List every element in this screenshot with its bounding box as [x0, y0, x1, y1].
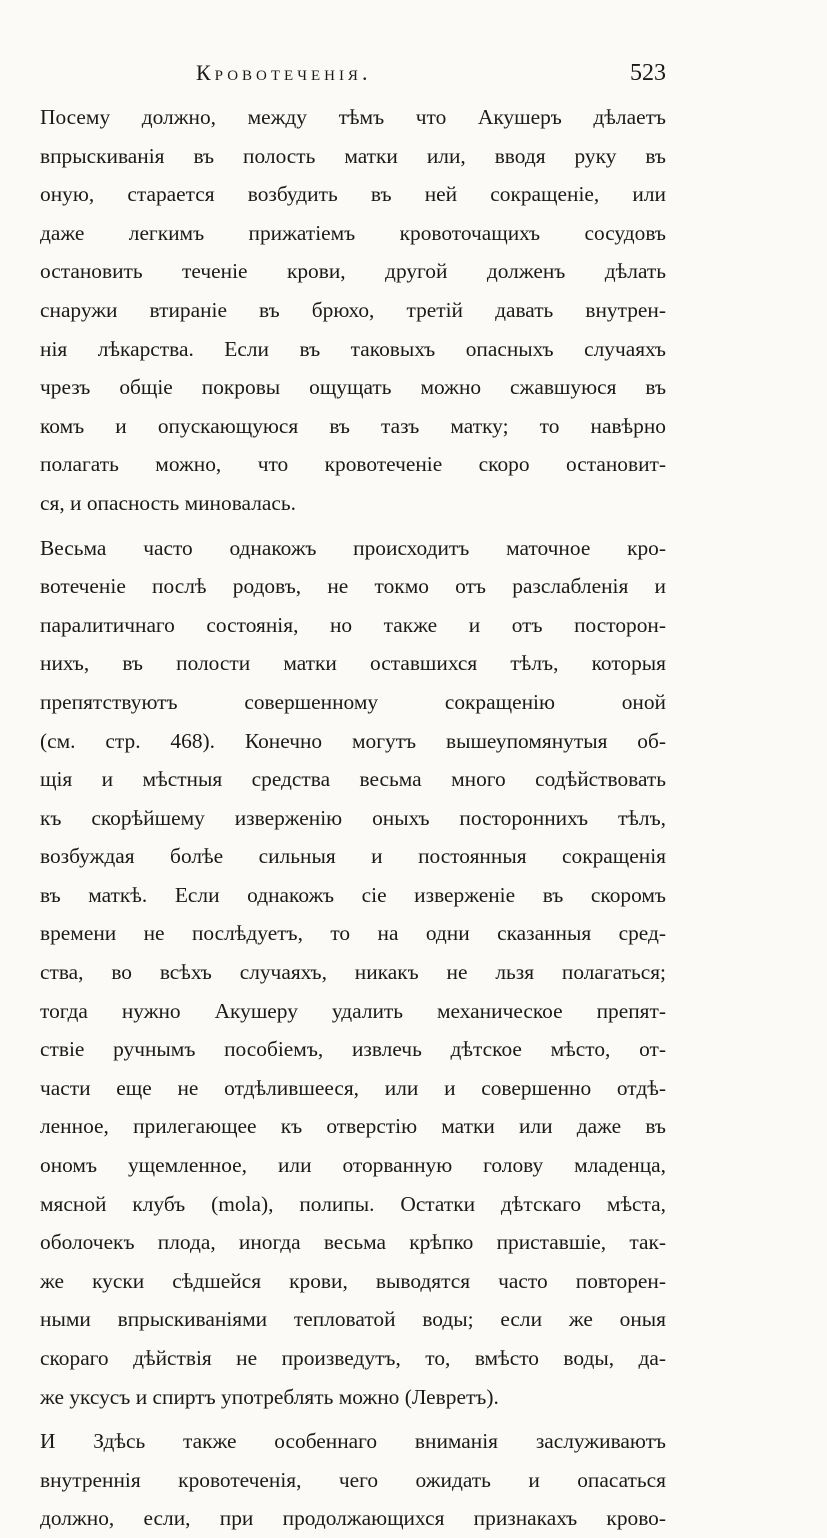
text-line: комъ и опускающуюся въ тазъ матку; то навѣрно	[40, 413, 666, 438]
text-line: полагать можно, что кровотеченіе скоро остановит-	[40, 452, 666, 477]
line-text: Здѣсь также особеннаго вниманія заслуживаютъ	[93, 1429, 666, 1454]
text-line: ленное, прилегающее къ отверстію матки или даже въ	[40, 1114, 666, 1139]
text-line: же уксусъ и спиртъ употреблять можно (Левретъ).	[40, 1384, 499, 1409]
text-line: части еще не отдѣлившееся, или и совершенно отдѣ-	[40, 1075, 666, 1100]
running-title: Кровотеченія.	[196, 60, 372, 85]
paragraph-3	[40, 1422, 666, 1538]
text-line: даже легкимъ прижатіемъ кровоточащихъ сосудовъ	[40, 220, 666, 245]
text-line: остановить теченіе крови, другой долженъ дѣлать	[40, 259, 666, 284]
text-line: ся, и опасность миновалась.	[40, 490, 296, 515]
text-line: ствіе ручнымъ пособіемъ, извлечь дѣтское мѣсто, от-	[40, 1037, 666, 1062]
paragraph-1	[40, 98, 666, 523]
text-line: ономъ ущемленное, или оторванную голову младенца,	[40, 1153, 666, 1178]
text-line: къ скорѣйшему изверженію оныхъ постороннихъ тѣлъ,	[40, 805, 666, 830]
text-line: возбуждая болѣе сильныя и постоянныя сокращенія	[40, 844, 666, 869]
initial-letter: И	[40, 1429, 56, 1454]
text-line: же куски сѣдшейся крови, выводятся часто повторен-	[40, 1268, 666, 1293]
text-line: Весьма часто однакожъ происходитъ маточное кро-	[40, 535, 666, 560]
text-line: ства, во всѣхъ случаяхъ, никакъ не льзя полагаться;	[40, 960, 666, 985]
text-line: чрезъ общіе покровы ощущать можно сжавшуюся въ	[40, 375, 666, 400]
paragraph-2	[40, 529, 666, 1417]
text-line: внутреннія кровотеченія, чего ожидать и опасаться	[40, 1467, 666, 1492]
body-text	[40, 98, 666, 1538]
text-line: времени не послѣдуетъ, то на одни сказанныя сред-	[40, 921, 666, 946]
page-header	[40, 60, 666, 94]
text-line: вотеченіе послѣ родовъ, не токмо отъ разслабленія и	[40, 574, 666, 599]
text-line: впрыскиванія въ полость матки или, вводя руку въ	[40, 143, 666, 168]
text-line: оболочекъ плода, иногда весьма крѣпко приставшіе, так-	[40, 1230, 666, 1255]
text-line: щія и мѣстныя средства весьма много содѣйствовать	[40, 767, 666, 792]
text-line: нихъ, въ полости матки оставшихся тѣлъ, которыя	[40, 651, 666, 676]
text-line: оную, старается возбудить въ ней сокращеніе, или	[40, 182, 666, 207]
text-line: препятствуютъ совершенному сокращенію оной	[40, 689, 666, 714]
text-line: Посему должно, между тѣмъ что Акушеръ дѣлаетъ	[40, 105, 666, 129]
text-line	[40, 1422, 666, 1461]
text-line: нія лѣкарства. Если въ таковыхъ опасныхъ случаяхъ	[40, 336, 666, 361]
text-line: (см. стр. 468). Конечно могутъ вышеупомянутыя об-	[40, 728, 666, 753]
text-line: снаружи втираніе въ брюхо, третій давать внутрен-	[40, 297, 666, 322]
text-line: ными впрыскиваніями тепловатой воды; если же оныя	[40, 1307, 666, 1332]
text-line: мясной клубъ (mola), полипы. Остатки дѣтскаго мѣста,	[40, 1191, 666, 1216]
text-line: тогда нужно Акушеру удалить механическое препят-	[40, 998, 666, 1023]
text-line: паралитичнаго состоянія, но также и отъ посторон-	[40, 612, 666, 637]
page-number: 523	[630, 60, 666, 86]
text-line: скораго дѣйствія не произведутъ, то, вмѣсто воды, да-	[40, 1346, 666, 1370]
text-line: въ маткѣ. Если однакожъ сіе изверженіе въ скоромъ	[40, 882, 666, 907]
text-line: должно, если, при продолжающихся признакахъ крово-	[40, 1506, 666, 1531]
